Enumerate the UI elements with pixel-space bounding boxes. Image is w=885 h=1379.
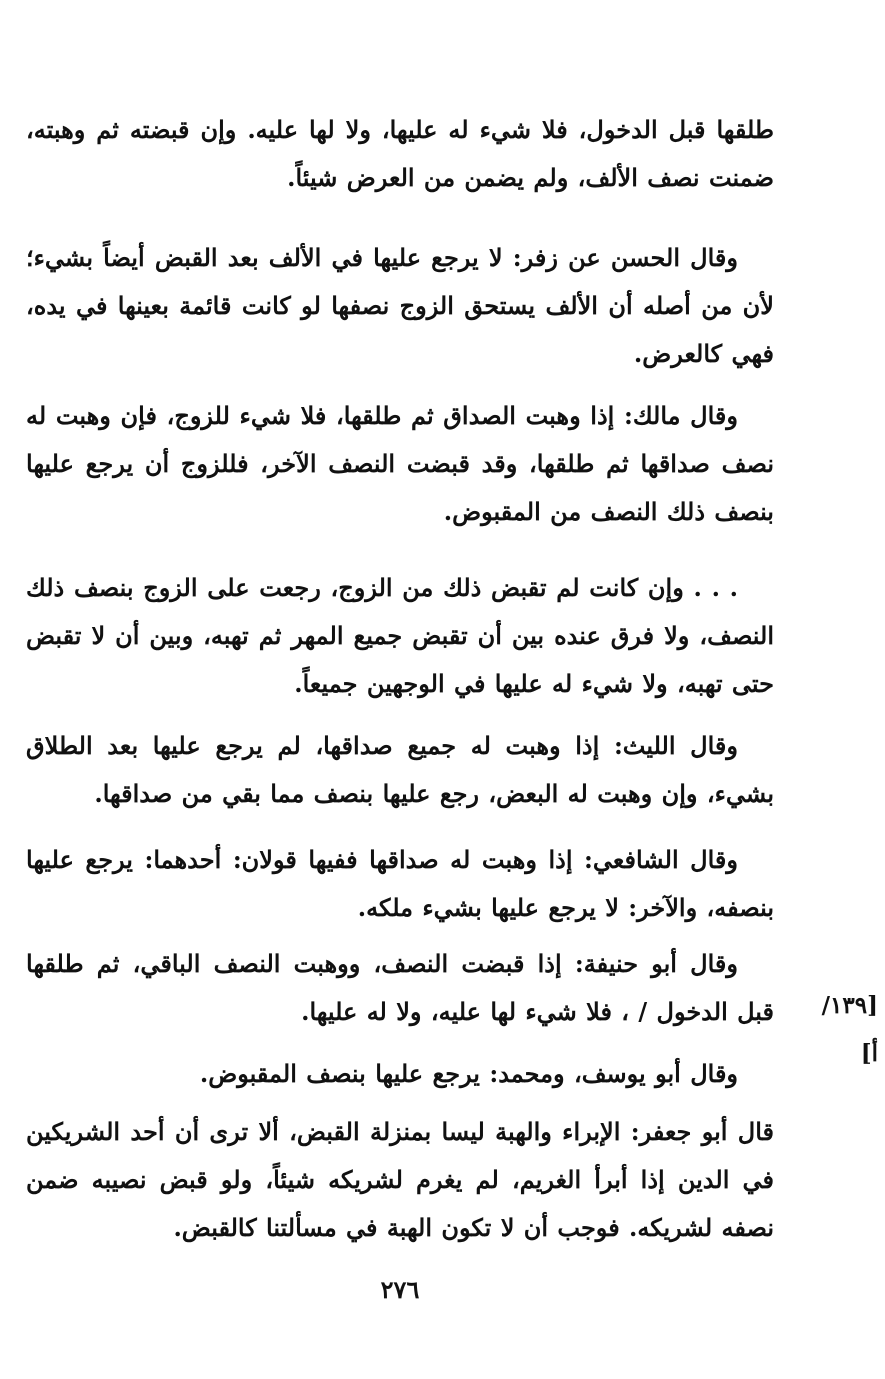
paragraph-7: وقال أبو حنيفة: إذا قبضت النصف، ووهبت النصف الباقي، ثم طلقها قبل الدخول / ، فلا شيء لها عليه، ولا له عليها. — [26, 949, 774, 1026]
paragraph-8: وقال أبو يوسف، ومحمد: يرجع عليها بنصف المقبوض. — [199, 1059, 738, 1088]
paragraph-3: وقال مالك: إذا وهبت الصداق ثم طلقها، فلا شيء للزوج، فإن وهبت له نصف صداقها ثم طلقها، وقد قبضت النصف الآخر، فللزوج أن يرجع عليها بنصف ذلك النصف من المقبوض. — [26, 401, 774, 526]
paragraph-9: قال أبو جعفر: الإبراء والهبة ليسا بمنزلة القبض، ألا ترى أن أحد الشريكين في الدين إذا أبرأ الغريم، لم يغرم لشريكه شيئاً، ولو قبض نصيبه ضمن نصفه لشريكه. فوجب أن لا تكون الهبة في مسألتنا كالقبض. — [26, 1117, 774, 1242]
paragraph-1: طلقها قبل الدخول، فلا شيء له عليها، ولا لها عليه. وإن قبضته ثم وهبته، ضمنت نصف الألف، ولم يضمن من العرض شيئاً. — [26, 115, 774, 192]
paragraph-2: وقال الحسن عن زفر: لا يرجع عليها في الألف بعد القبض أيضاً بشيء؛ لأن من أصله أن الألف يستحق الزوج نصفها لو كانت قائمة بعينها في يده، فهي كالعرض. — [26, 243, 774, 368]
paragraph-4: . . . وإن كانت لم تقبض ذلك من الزوج، رجعت على الزوج بنصف ذلك النصف، ولا فرق عنده بين أن تقبض جميع المهر ثم تهبه، وبين أن لا تقبض حتى تهبه، ولا شيء له عليها في الوجهين جميعاً. — [26, 573, 774, 698]
page-number: ٢٧٦ — [380, 1275, 420, 1304]
paragraph-6: وقال الشافعي: إذا وهبت له صداقها ففيها قولان: أحدهما: يرجع عليها بنصفه، والآخر: لا يرجع عليها بشيء ملكه. — [26, 845, 774, 922]
paragraph-5: وقال الليث: إذا وهبت له جميع صداقها، لم يرجع عليها بعد الطلاق بشيء، وإن وهبت له البعض، رجع عليها بنصف مما بقي من صداقها. — [26, 731, 774, 808]
margin-folio-note: [١٣٩/أ] — [821, 992, 878, 1067]
